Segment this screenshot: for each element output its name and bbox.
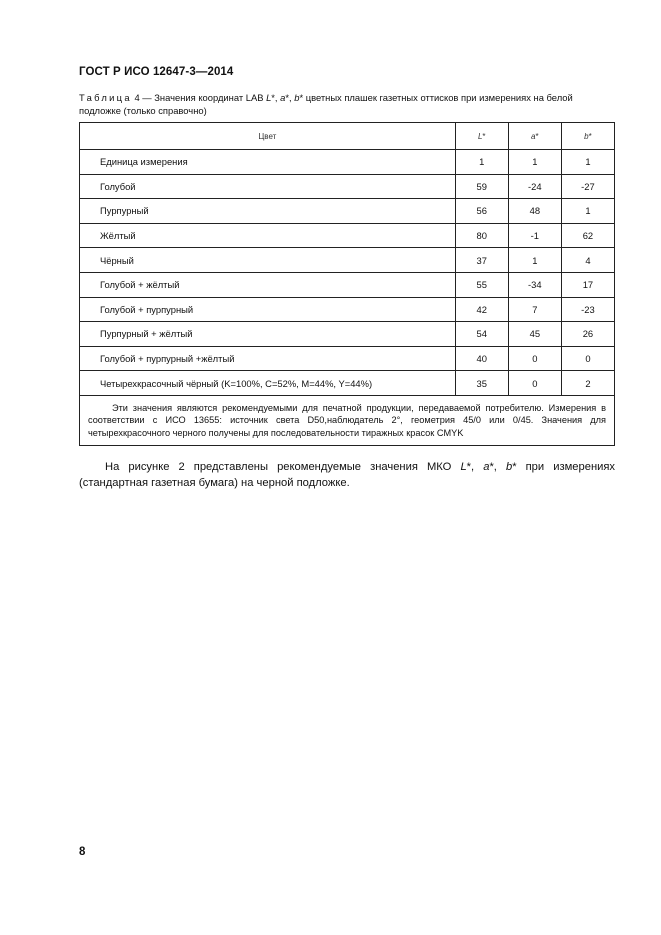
row-a-value: -1 bbox=[508, 223, 561, 248]
row-a-value: 0 bbox=[508, 371, 561, 396]
row-L-value: 40 bbox=[455, 346, 508, 371]
table-row bbox=[80, 272, 615, 297]
row-b-value: 1 bbox=[561, 199, 614, 224]
row-color-name: Голубой bbox=[80, 174, 456, 199]
row-a-value: -34 bbox=[508, 272, 561, 297]
caption-text-after: цветных плашек газетных оттисков при измерениях на белой подложке (только справочно) bbox=[79, 92, 573, 116]
row-color-name: Голубой + пурпурный +жёлтый bbox=[80, 346, 456, 371]
table-row bbox=[80, 297, 615, 322]
row-color-name: Единица измерения bbox=[80, 150, 456, 175]
caption-L: L bbox=[266, 92, 272, 103]
caption-number: 4 bbox=[134, 92, 140, 103]
row-b-value: -27 bbox=[561, 174, 614, 199]
table-note-text: Эти значения являются рекомендуемыми для печатной продукции, передаваемой потребителю. Измерения в соответствии с ИСО 13655: источник света D50,наблюдатель 2°, геометрия 45/0 или 0/45. Значения для четырехкрасочного черного получены для последовательности тиражных красок CMYK bbox=[88, 402, 606, 438]
row-b-value: 17 bbox=[561, 272, 614, 297]
header-b: b* bbox=[561, 123, 614, 150]
table-caption: Таблица 4 — Значения координат LAB L*, a*, b* цветных плашек газетных оттисков при измерениях на белой подложке (только справочно) bbox=[79, 92, 573, 116]
header-color: Цвет bbox=[80, 123, 456, 150]
paragraph-L: L bbox=[460, 461, 467, 473]
row-a-value: 1 bbox=[508, 150, 561, 175]
row-a-value: 7 bbox=[508, 297, 561, 322]
body-paragraph: На рисунке 2 представлены рекомендуемые значения МКО L*, a*, b* при измерениях (стандартная газетная бумага) на черной подложке. bbox=[79, 461, 616, 489]
lab-values-table bbox=[79, 122, 615, 446]
table-row bbox=[80, 346, 615, 371]
paragraph-before: На рисунке 2 представлены рекомендуемые значения МКО bbox=[105, 461, 461, 473]
header-a: a* bbox=[508, 123, 561, 150]
row-L-value: 54 bbox=[455, 322, 508, 347]
header-L: L* bbox=[455, 123, 508, 150]
row-a-value: -24 bbox=[508, 174, 561, 199]
row-b-value: 2 bbox=[561, 371, 614, 396]
row-b-value: -23 bbox=[561, 297, 614, 322]
row-a-value: 45 bbox=[508, 322, 561, 347]
table-row bbox=[80, 174, 615, 199]
row-L-value: 35 bbox=[455, 371, 508, 396]
row-L-value: 80 bbox=[455, 223, 508, 248]
table-note-row bbox=[80, 395, 615, 446]
row-color-name: Пурпурный bbox=[80, 199, 456, 224]
table-note bbox=[80, 395, 615, 446]
row-L-value: 37 bbox=[455, 248, 508, 273]
table-row bbox=[80, 223, 615, 248]
row-L-value: 42 bbox=[455, 297, 508, 322]
row-b-value: 26 bbox=[561, 322, 614, 347]
page-number: 8 bbox=[79, 846, 86, 858]
caption-b: b bbox=[294, 92, 300, 103]
row-b-value: 62 bbox=[561, 223, 614, 248]
row-color-name: Четырехкрасочный чёрный (K=100%, C=52%, M=44%, Y=44%) bbox=[80, 371, 456, 396]
row-a-value: 0 bbox=[508, 346, 561, 371]
paragraph-a: a bbox=[483, 461, 490, 473]
row-b-value: 4 bbox=[561, 248, 614, 273]
standard-header: ГОСТ Р ИСО 12647-3—2014 bbox=[79, 66, 234, 78]
row-color-name: Пурпурный + жёлтый bbox=[80, 322, 456, 347]
row-color-name: Жёлтый bbox=[80, 223, 456, 248]
row-L-value: 1 bbox=[455, 150, 508, 175]
caption-label: Таблица bbox=[79, 92, 132, 103]
row-b-value: 0 bbox=[561, 346, 614, 371]
row-a-value: 1 bbox=[508, 248, 561, 273]
row-b-value: 1 bbox=[561, 150, 614, 175]
row-color-name: Голубой + пурпурный bbox=[80, 297, 456, 322]
paragraph-after: при измерениях (стандартная газетная бумага) на черной подложке. bbox=[79, 461, 616, 489]
table-row bbox=[80, 371, 615, 396]
row-L-value: 56 bbox=[455, 199, 508, 224]
row-L-value: 55 bbox=[455, 272, 508, 297]
row-color-name: Чёрный bbox=[80, 248, 456, 273]
row-a-value: 48 bbox=[508, 199, 561, 224]
table-row bbox=[80, 199, 615, 224]
table-row bbox=[80, 322, 615, 347]
caption-a: a bbox=[280, 92, 286, 103]
table-row bbox=[80, 150, 615, 175]
caption-text-before: — Значения координат LAB bbox=[139, 92, 267, 103]
row-L-value: 59 bbox=[455, 174, 508, 199]
table-row bbox=[80, 248, 615, 273]
paragraph-b: b bbox=[505, 461, 513, 473]
row-color-name: Голубой + жёлтый bbox=[80, 272, 456, 297]
table-header-row bbox=[80, 123, 615, 150]
